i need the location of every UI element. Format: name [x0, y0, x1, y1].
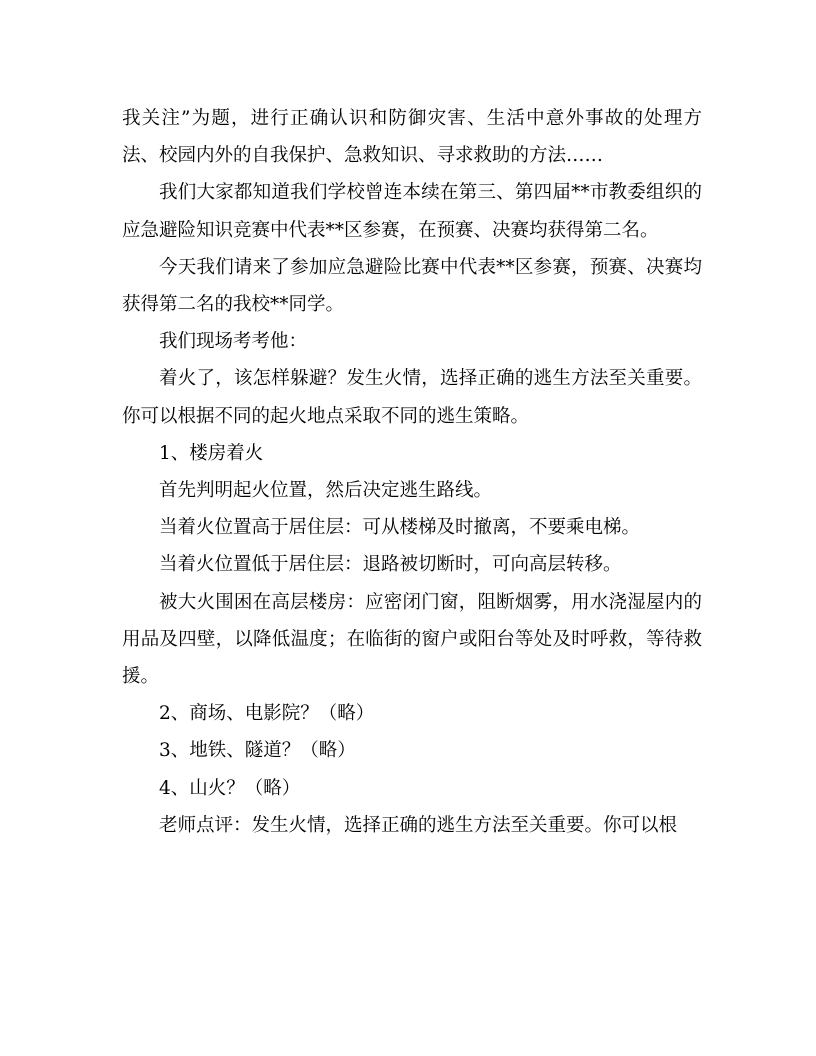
section-heading: 4、山火？（略）	[159, 777, 301, 799]
paragraph: 首先判明起火位置，然后决定逃生路线。	[159, 480, 493, 502]
paragraph: 今天我们请来了参加应急避险比赛中代表**区参赛，预赛、决赛均获得第二名的我校**同学。	[122, 256, 702, 316]
paragraph: 着火了，该怎样躲避？发生火情，选择正确的逃生方法至关重要。你可以根据不同的起火地点采取不同的逃生策略。	[122, 368, 702, 427]
paragraph: 老师点评：发生火情，选择正确的逃生方法至关重要。你可以根	[159, 814, 678, 836]
paragraph: 被大火围困在高层楼房：应密闭门窗，阻断烟雾，用水浇湿屋内的用品及四壁，以降低温度；在临街的窗户或阳台等处及时呼救，等待救援。	[122, 591, 702, 688]
paragraph: 我们大家都知道我们学校曾连本续在第三、第四届**市教委组织的应急避险知识竞赛中代表**区参赛，在预赛、决赛均获得第二名。	[122, 182, 702, 241]
paragraph: 当着火位置高于居住层：可从楼梯及时撤离，不要乘电梯。	[159, 517, 641, 539]
paragraph: 我关注”为题，进行正确认识和防御灾害、生活中意外事故的处理方法、校园内外的自我保护、急救知识、寻求救助的方法……	[122, 108, 702, 167]
section-heading: 1、楼房着火	[159, 442, 264, 464]
document-body	[122, 100, 702, 844]
paragraph: 当着火位置低于居住层：退路被切断时，可向高层转移。	[159, 554, 622, 576]
section-heading: 2、商场、电影院？（略）	[159, 703, 375, 725]
section-heading: 3、地铁、隧道？（略）	[159, 740, 356, 762]
paragraph: 我们现场考考他：	[159, 331, 308, 353]
